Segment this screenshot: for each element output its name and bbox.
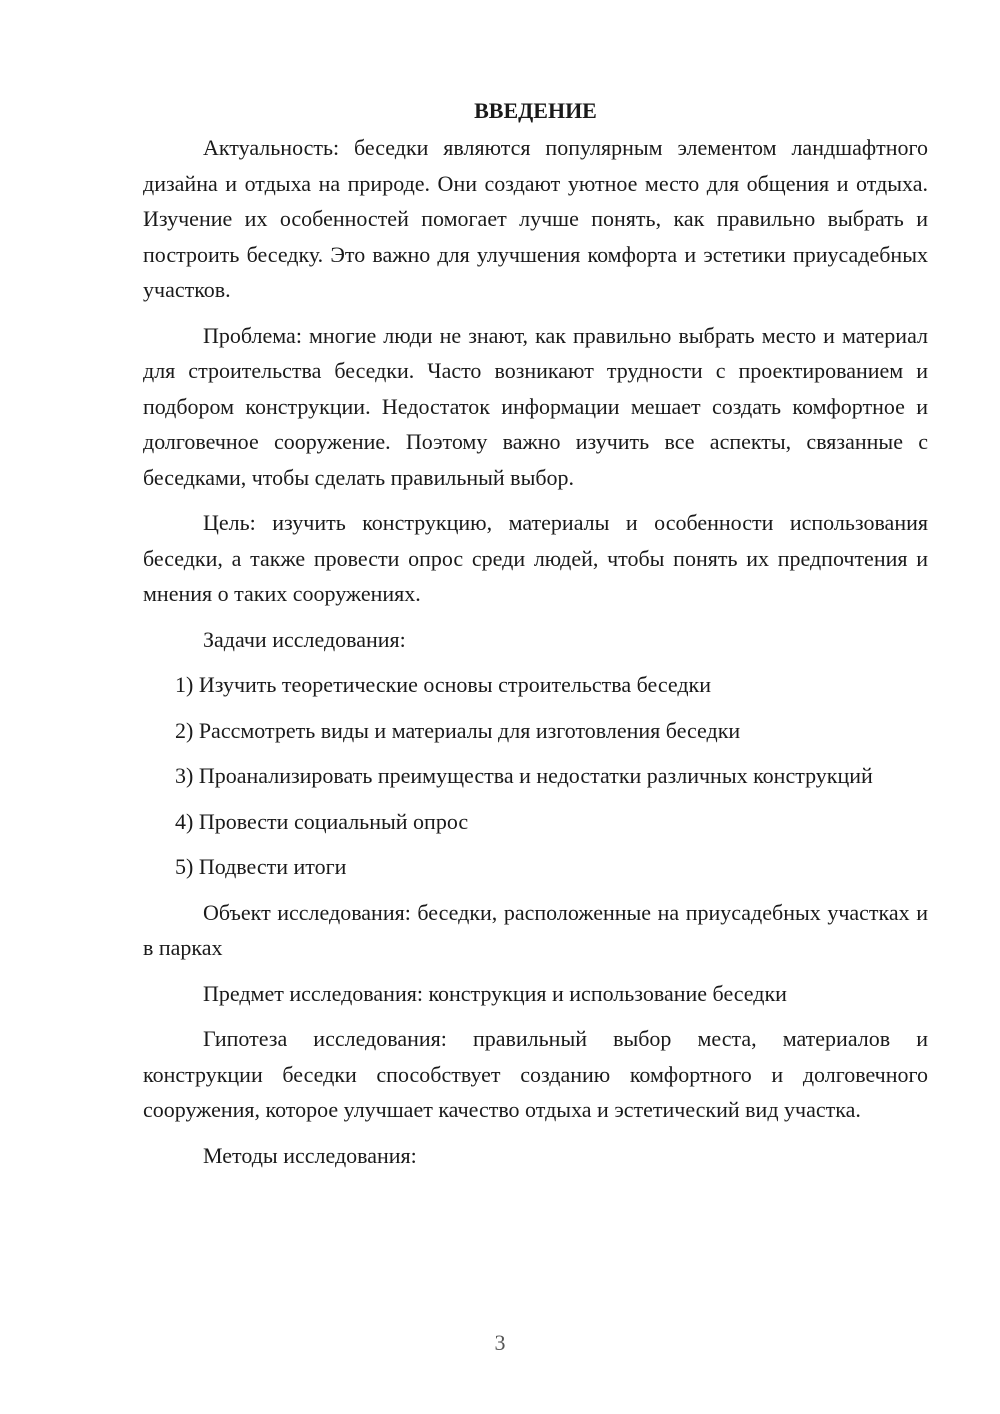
- paragraph-relevance: Актуальность: беседки являются популярным элементом ландшафтного дизайна и отдыха на природе. Они создают уютное место для общения и отдыха. Изучение их особенностей помогает лучше понять, как правильно выбрать и построить беседку. Это важно для улучшения комфорта и эстетики приусадебных участков.: [143, 135, 928, 302]
- task-item-3: 3) Проанализировать преимущества и недостатки различных конструкций: [175, 763, 873, 788]
- task-item-2: 2) Рассмотреть виды и материалы для изготовления беседки: [175, 717, 741, 743]
- document-page: [143, 96, 928, 1183]
- task-item-5: 5) Подвести итоги: [175, 854, 347, 879]
- paragraph-hypothesis: Гипотеза исследования: правильный выбор места, материалов и конструкции беседки способствует созданию комфортного и долговечного сооружения, которое улучшает качество отдыха и эстетический вид участка.: [143, 1026, 928, 1122]
- page-title: ВВЕДЕНИЕ: [474, 98, 597, 123]
- paragraph-methods: Методы исследования:: [203, 1142, 417, 1168]
- task-item-1: 1) Изучить теоретические основы строительства беседки: [175, 672, 712, 697]
- paragraph-problem: Проблема: многие люди не знают, как правильно выбрать место и материал для строительства беседки. Часто возникают трудности с проектированием и подбором конструкции. Недостаток информации мешает создать комфортное и долговечное сооружение. Поэтому важно изучить все аспекты, связанные с беседками, чтобы сделать правильный выбор.: [143, 322, 928, 490]
- paragraph-tasks-heading: Задачи исследования:: [203, 626, 406, 652]
- paragraph-object: Объект исследования: беседки, расположенные на приусадебных участках и в парках: [143, 899, 928, 960]
- page-number: 3: [494, 1330, 506, 1355]
- paragraph-subject: Предмет исследования: конструкция и использование беседки: [203, 980, 787, 1006]
- task-item-4: 4) Провести социальный опрос: [175, 808, 469, 834]
- paragraph-goal: Цель: изучить конструкцию, материалы и особенности использования беседки, а также провести опрос среди людей, чтобы понять их предпочтения и мнения о таких сооружениях.: [143, 510, 928, 606]
